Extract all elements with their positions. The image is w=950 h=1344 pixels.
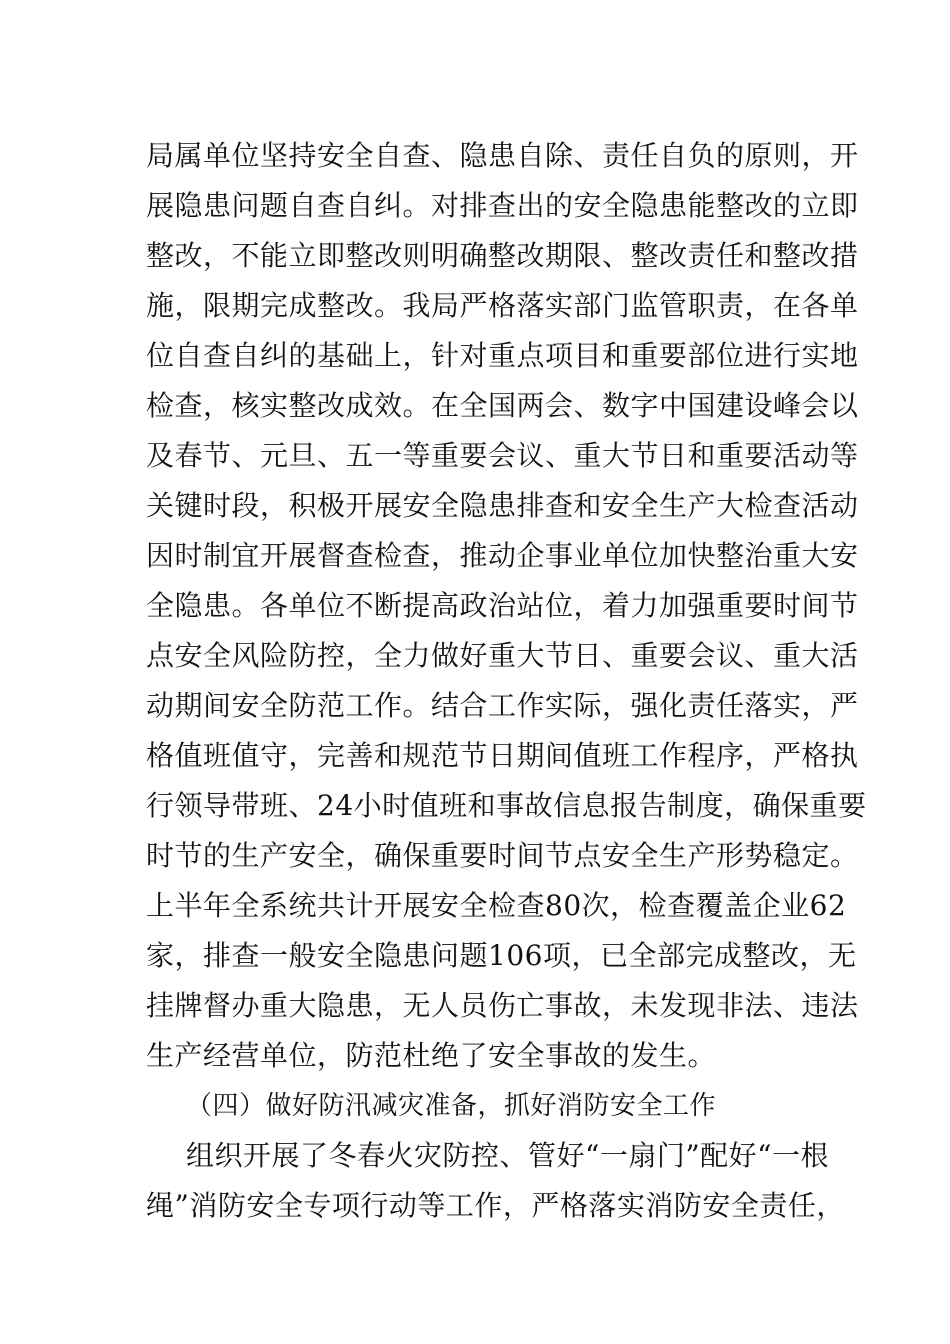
body-text-line: 位自查自纠的基础上，针对重点项目和重要部位进行实地 [146,339,859,372]
body-text-line: 全隐患。各单位不断提高政治站位，着力加强重要时间节 [146,589,859,622]
body-text-line: 因时制宜开展督查检查，推动企事业单位加快整治重大安 [146,539,859,572]
body-text-line: 时节的生产安全，确保重要时间节点安全生产形势稳定。 [146,839,859,872]
body-text-line: 检查，核实整改成效。在全国两会、数字中国建设峰会以 [146,389,859,422]
body-text-line: 点安全风险防控，全力做好重大节日、重要会议、重大活 [146,639,859,672]
body-text-line: 展隐患问题自查自纠。对排查出的安全隐患能整改的立即 [146,189,859,222]
body-text-line: 上半年全系统共计开展安全检查80次，检查覆盖企业62 [146,889,847,922]
body-text-line: 关键时段，积极开展安全隐患排查和安全生产大检查活动 [146,489,859,522]
body-text-line: 施，限期完成整改。我局严格落实部门监管职责，在各单 [146,289,859,322]
body-text-line: 及春节、元旦、五一等重要会议、重大节日和重要活动等 [146,439,859,472]
body-text-line: 局属单位坚持安全自查、隐患自除、责任自负的原则，开 [146,139,859,172]
section-heading: （四）做好防汛减灾准备，抓好消防安全工作 [186,1091,717,1121]
section-text-line: 绳”消防安全专项行动等工作，严格落实消防安全责任， [146,1189,845,1222]
body-text-line: 家，排查一般安全隐患问题106项，已全部完成整改，无 [146,939,857,972]
body-text-line: 动期间安全防范工作。结合工作实际，强化责任落实，严 [146,689,859,722]
body-text-line: 整改，不能立即整改则明确整改期限、整改责任和整改措 [146,239,859,272]
body-text-line: 挂牌督办重大隐患，无人员伤亡事故，未发现非法、违法 [146,989,859,1022]
body-text-line: 行领导带班、24小时值班和事故信息报告制度，确保重要 [146,789,867,822]
body-text-line: 生产经营单位，防范杜绝了安全事故的发生。 [146,1039,717,1072]
body-text-line: 格值班值守，完善和规范节日期间值班工作程序，严格执 [146,739,859,772]
section-text-line: 组织开展了冬春火灾防控、管好“一扇门”配好“一根 [186,1139,829,1172]
